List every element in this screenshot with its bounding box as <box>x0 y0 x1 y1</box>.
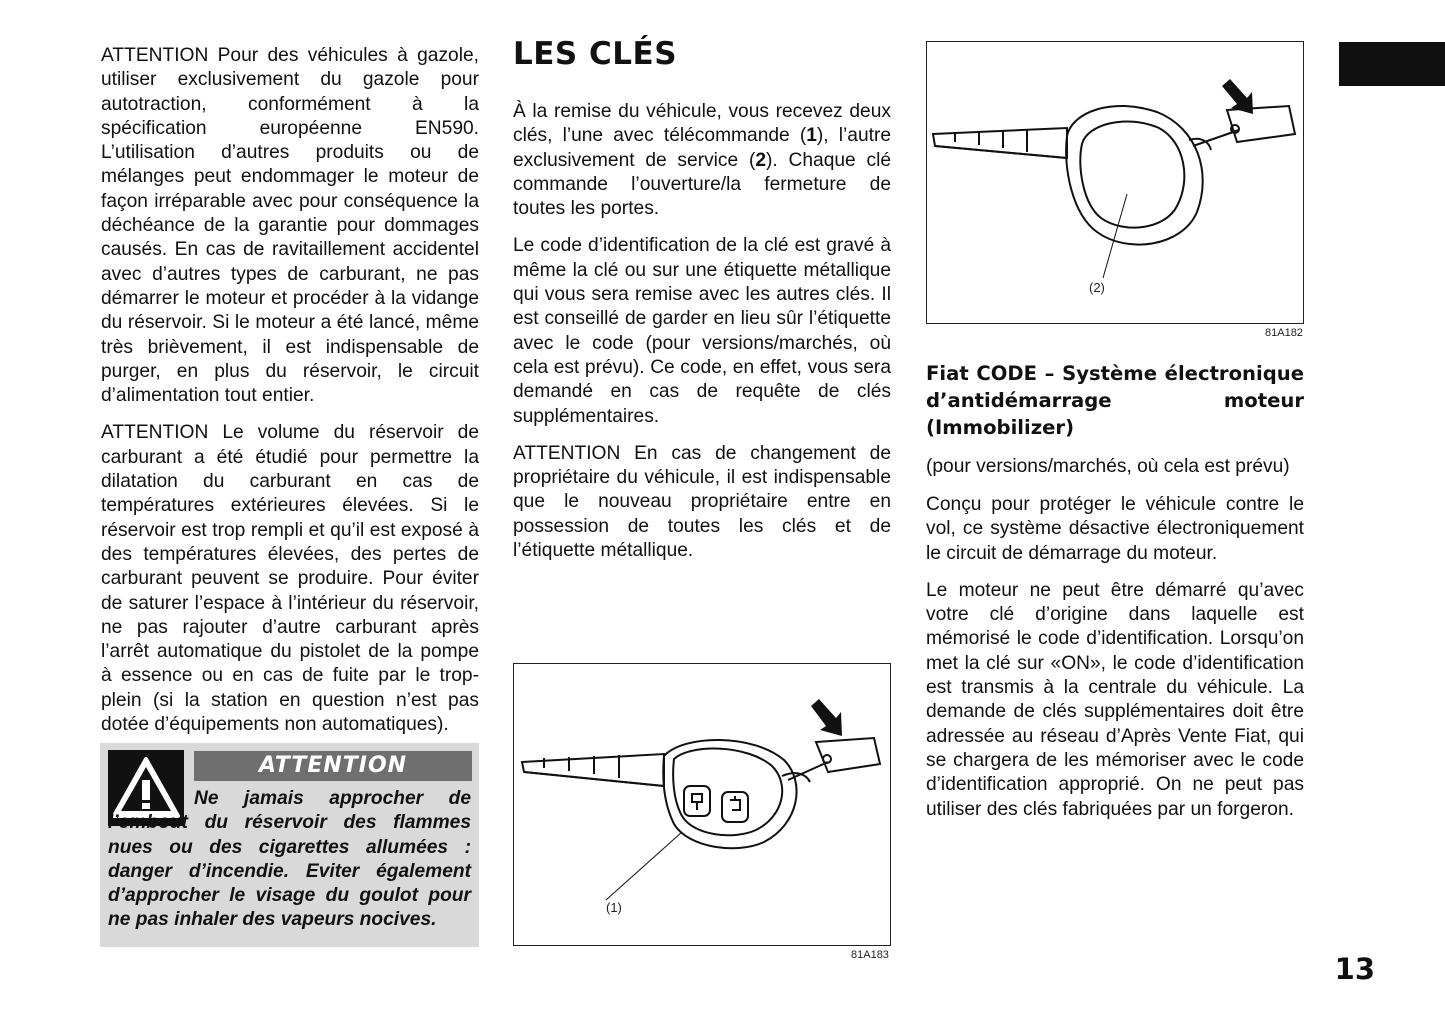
key-code-paragraph: Le code d’identification de la clé est gravé à même la clé ou sur une étiquette métallique qui vous sera remise avec les autres clés. Il est conseillé de garder en lieu sûr l’étiquette avec le code (pour versions/marchés, où cela est prévu). Ce code, en effet, vous sera demandé en cas de requête de clés supplémentaires. <box>513 235 891 427</box>
fiat-code-heading: Fiat CODE – Système électronique d’antidémarrage moteur (Immobilizer) <box>926 362 1304 439</box>
warning-title: ATTENTION <box>194 751 472 781</box>
keys-intro-text-b: ), l’autre exclusivement de service ( <box>513 125 892 171</box>
warning-text: Ne jamais approcher de l’embout du réservoir des flammes nues ou des cigarettes allumées : danger d’incendie. Eviter également d’approcher le visage du goulot pour ne pas inhaler des vapeurs nocives. <box>108 788 471 931</box>
fiat-code-paragraph-1: Conçu pour protéger le véhicule contre le vol, ce système désactive électroniquement le circuit de démarrage du moteur. <box>926 494 1304 564</box>
figure-remote-key <box>513 663 891 946</box>
column-2 <box>513 100 891 576</box>
key-ref-2: 2 <box>755 149 767 171</box>
keys-intro-paragraph <box>513 100 891 221</box>
remote-key-illustration <box>514 664 890 945</box>
keys-intro-text-a: À la remise du véhicule, vous recevez deux clés, l’une avec télécommande ( <box>513 101 891 147</box>
keys-intro-text-c: ). Chaque clé commande l’ouverture/la fermeture de toutes les portes. <box>513 149 892 220</box>
column-1 <box>101 44 479 750</box>
warning-box <box>100 743 479 947</box>
key-ref-1: 1 <box>806 125 817 147</box>
figure2-callout: (2) <box>1089 280 1105 295</box>
figure-service-key <box>926 41 1304 324</box>
fuel-diesel-paragraph: ATTENTION Pour des véhicules à gazole, utiliser exclusivement du gazole pour autotraction, conformément à la spécification européenne EN590. L’utilisation d’autres produits ou de mélanges peut endommager le moteur de façon irréparable avec pour conséquence la déchéance de la garantie pour dommages causés. En cas de ravitaillement accidentel avec d’autres types de carburant, ne pas démarrer le moteur et procéder à la vidange du réservoir. Si le moteur a été lancé, même très brièvement, il est indispensable de purger, en plus du réservoir, le circuit d’alimentation tout entier. <box>101 45 479 407</box>
service-key-illustration <box>927 42 1303 323</box>
column-3 <box>926 360 1304 835</box>
figure1-code: 81A183 <box>851 949 889 961</box>
figure1-callout: (1) <box>606 900 622 915</box>
fiat-code-paragraph-2: Le moteur ne peut être démarré qu’avec votre clé d’origine dans laquelle est mémorisé le code d’identification. Lorsqu’on met la clé sur «ON», le code d’identification est transmis à la centrale du véhicule. La demande de clés supplémentaires doit être adressée au réseau d’Après Vente Fiat, qui se chargera de les mémoriser avec le code d’identification approprié. On ne peut pas utiliser des clés fabriquées par un forgeron. <box>926 579 1304 820</box>
fiat-code-subheading: (pour versions/marchés, où cela est prévu) <box>926 456 1290 477</box>
page-number: 13 <box>1334 952 1375 986</box>
section-title: LES CLÉS <box>513 36 678 72</box>
fuel-volume-paragraph: ATTENTION Le volume du réservoir de carburant a été étudié pour permettre la dilatation du carburant en cas de températures extérieures élevées. Si le réservoir est trop rempli et qu’il est exposé à des températures élevées, des pertes de carburant peuvent se produire. Pour éviter de saturer l’espace à l’intérieur du réservoir, ne pas rajouter d’autre carburant après l’arrêt automatique du pistolet de la pompe à essence ou en cas de fuite par le trop-plein (si la station en question n’est pas dotée d’équipements non automatiques). <box>101 422 479 736</box>
owner-change-paragraph: ATTENTION En cas de changement de propriétaire du véhicule, il est indispensable que le nouveau propriétaire entre en possession de toutes les clés et de l’étiquette métallique. <box>513 442 891 562</box>
figure2-code: 81A182 <box>1265 327 1303 339</box>
chapter-tab <box>1339 42 1445 86</box>
